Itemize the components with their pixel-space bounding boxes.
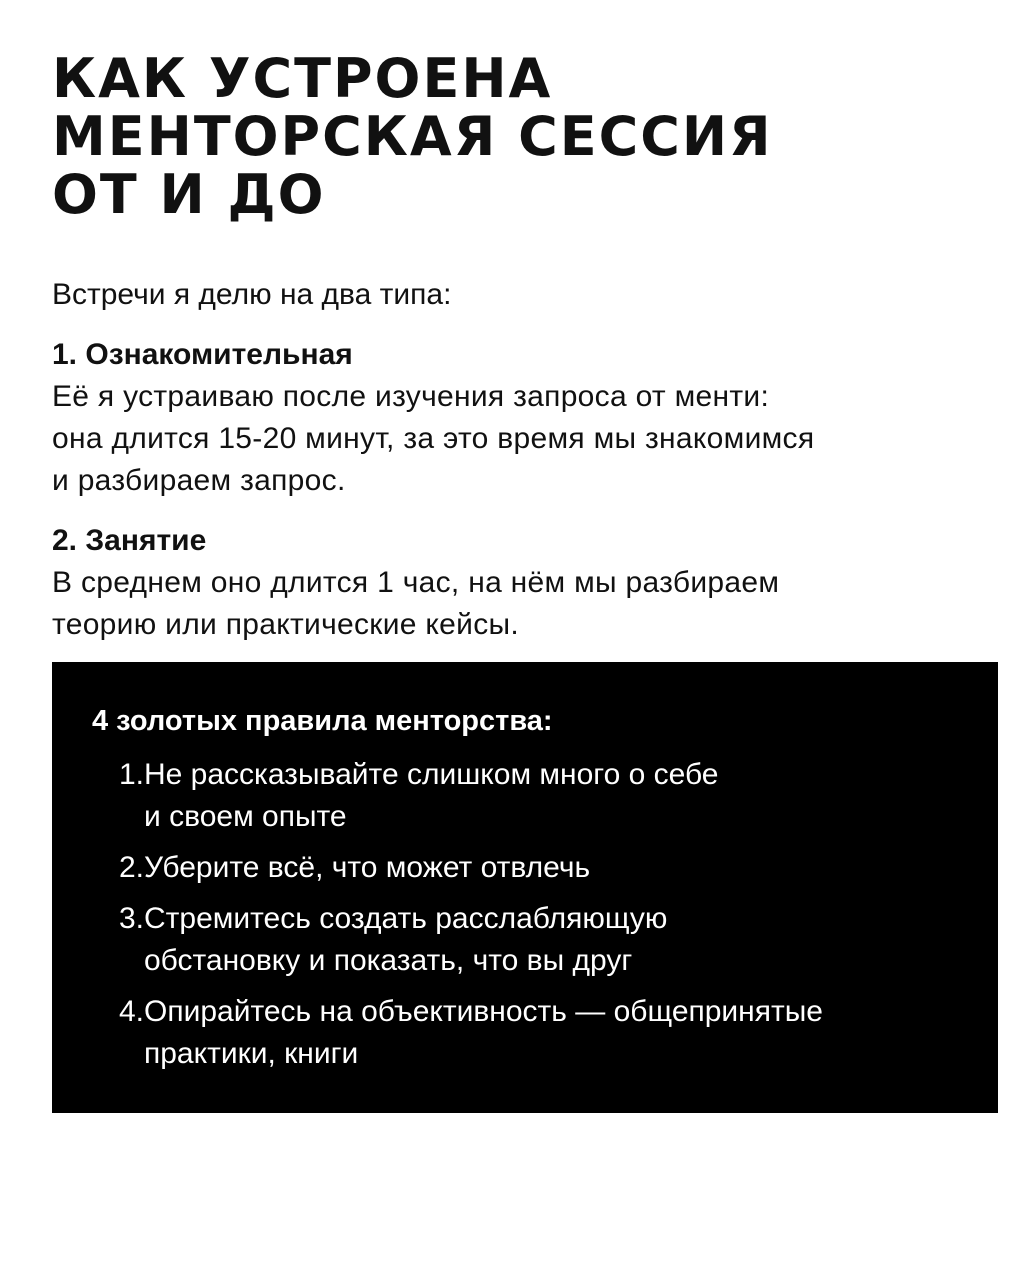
page-title: [52, 47, 998, 226]
rule-text: [144, 991, 823, 1075]
text-line: она длится 15-20 минут, за это время мы знакомимся: [52, 422, 815, 455]
rule-text: [144, 898, 667, 982]
list-item: [92, 898, 958, 982]
section-text: [52, 376, 998, 502]
text-line: практики, книги: [144, 1037, 359, 1070]
text-line: Её я устраиваю после изучения запроса от менти:: [52, 380, 770, 413]
list-item: [92, 991, 958, 1075]
rule-number: 1.: [118, 758, 144, 791]
text-line: Стремитесь создать расслабляющую: [144, 902, 668, 935]
text-line: и своем опыте: [144, 800, 347, 833]
section-heading: 2. Занятие: [52, 524, 207, 557]
title-line: КАК УСТРОЕНА: [52, 47, 553, 110]
section-introductory: [52, 334, 998, 502]
section-lesson: [52, 520, 998, 646]
rule-text: [144, 754, 718, 838]
text-line: Не рассказывайте слишком много о себе: [144, 758, 719, 791]
rule-text: [144, 847, 590, 889]
text-line: В среднем оно длится 1 час, на нём мы разбираем: [52, 566, 780, 599]
section-heading: 1. Ознакомительная: [52, 338, 353, 371]
rules-box: [52, 662, 998, 1113]
title-line: ОТ И ДО: [52, 163, 326, 226]
text-line: Опирайтесь на объективность — общепринятые: [144, 995, 823, 1028]
rule-number: 3.: [118, 902, 144, 935]
text-line: и разбираем запрос.: [52, 464, 346, 497]
text-line: Уберите всё, что может отвлечь: [144, 851, 591, 884]
rule-number: 4.: [118, 995, 144, 1028]
rules-list: [92, 754, 958, 1075]
section-text: [52, 562, 998, 646]
list-item: [92, 754, 958, 838]
title-line: МЕНТОРСКАЯ СЕССИЯ: [52, 105, 773, 168]
page-content: [52, 47, 998, 646]
rules-title: 4 золотых правила менторства:: [92, 705, 553, 737]
list-item: [92, 847, 958, 889]
rule-number: 2.: [118, 851, 144, 884]
intro-text: Встречи я делю на два типа:: [52, 278, 452, 311]
text-line: обстановку и показать, что вы друг: [144, 944, 633, 977]
text-line: теорию или практические кейсы.: [52, 608, 519, 641]
